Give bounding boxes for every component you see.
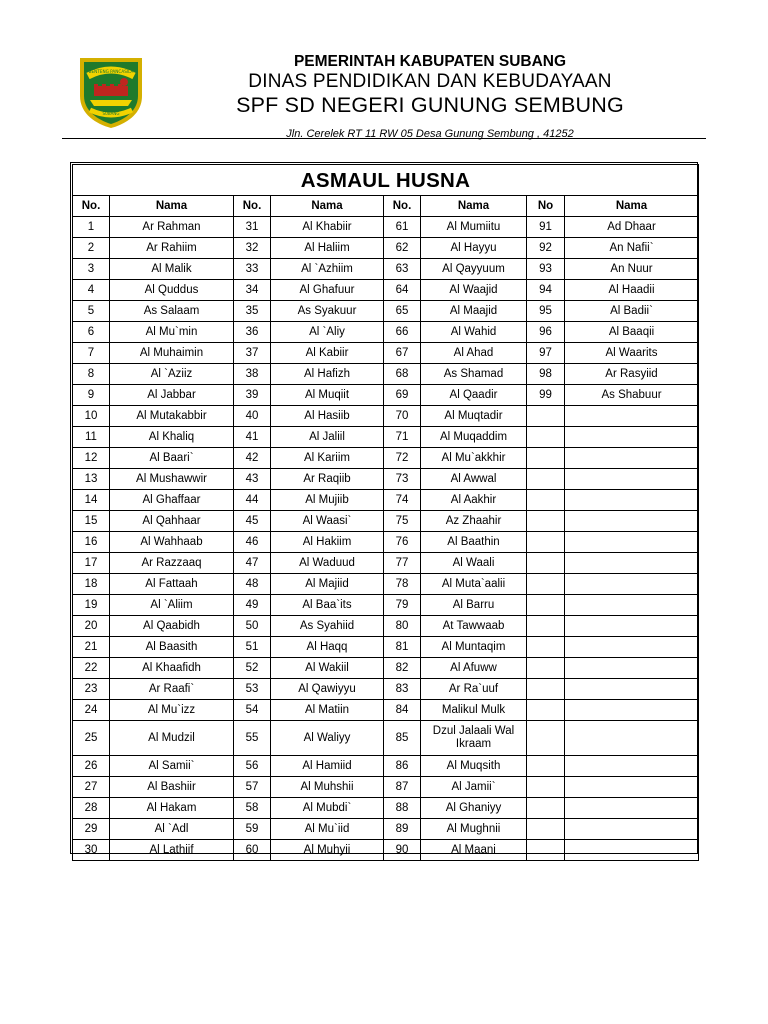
- cell-name: Al Muntaqim: [421, 637, 527, 658]
- cell-name: Al `Aliy: [271, 322, 384, 343]
- cell-number: 87: [384, 777, 421, 798]
- cell-number: [527, 595, 565, 616]
- cell-number: 32: [234, 238, 271, 259]
- table-row: [73, 448, 699, 469]
- emblem-bottom-text: SUBANG: [102, 111, 120, 116]
- cell-name: Al Mu`min: [110, 322, 234, 343]
- cell-name: Al Mu`akkhir: [421, 448, 527, 469]
- cell-number: [527, 637, 565, 658]
- cell-name: Al Ghafuur: [271, 280, 384, 301]
- cell-number: 70: [384, 406, 421, 427]
- cell-number: 14: [73, 490, 110, 511]
- cell-name: Al Jabbar: [110, 385, 234, 406]
- cell-number: [527, 469, 565, 490]
- cell-name: [565, 798, 699, 819]
- cell-name: [565, 840, 699, 861]
- cell-number: 64: [384, 280, 421, 301]
- cell-name: Al Baasith: [110, 637, 234, 658]
- cell-number: [527, 616, 565, 637]
- cell-name: Al Maani: [421, 840, 527, 861]
- cell-name: Al Waali: [421, 553, 527, 574]
- cell-name: Ad Dhaar: [565, 217, 699, 238]
- emblem-ribbon-text: BENTENG PANCASILA: [88, 69, 134, 74]
- cell-number: 42: [234, 448, 271, 469]
- cell-number: 40: [234, 406, 271, 427]
- cell-number: 69: [384, 385, 421, 406]
- cell-name: Al Ahad: [421, 343, 527, 364]
- regency-emblem-icon: [72, 52, 150, 130]
- cell-name: Al Ghaffaar: [110, 490, 234, 511]
- cell-name: Al Jamii`: [421, 777, 527, 798]
- cell-name: Al Matiin: [271, 700, 384, 721]
- cell-name: [565, 756, 699, 777]
- cell-number: [527, 819, 565, 840]
- cell-number: 29: [73, 819, 110, 840]
- table-row: [73, 280, 699, 301]
- cell-number: 84: [384, 700, 421, 721]
- cell-number: 45: [234, 511, 271, 532]
- cell-number: 31: [234, 217, 271, 238]
- cell-number: 59: [234, 819, 271, 840]
- cell-number: 85: [384, 721, 421, 756]
- cell-name: Al `Aziiz: [110, 364, 234, 385]
- cell-number: 82: [384, 658, 421, 679]
- cell-number: 19: [73, 595, 110, 616]
- column-header-no: No.: [234, 196, 271, 217]
- cell-name: An Nafii`: [565, 238, 699, 259]
- cell-name: Al Baaqii: [565, 322, 699, 343]
- cell-name: Al Badii`: [565, 301, 699, 322]
- cell-number: 48: [234, 574, 271, 595]
- cell-name: Al Afuww: [421, 658, 527, 679]
- cell-name: Al Maajid: [421, 301, 527, 322]
- cell-number: 90: [384, 840, 421, 861]
- cell-name: Al Baa`its: [271, 595, 384, 616]
- cell-number: 3: [73, 259, 110, 280]
- cell-name: [565, 819, 699, 840]
- cell-name: Al Qaadir: [421, 385, 527, 406]
- cell-number: 28: [73, 798, 110, 819]
- cell-name: Ar Rasyiid: [565, 364, 699, 385]
- table-row: [73, 616, 699, 637]
- cell-number: 62: [384, 238, 421, 259]
- cell-name: [565, 721, 699, 756]
- cell-number: [527, 532, 565, 553]
- table-row: [73, 238, 699, 259]
- cell-name: Al Mu`izz: [110, 700, 234, 721]
- cell-name: Malikul Mulk: [421, 700, 527, 721]
- cell-name: [565, 637, 699, 658]
- cell-name: [565, 490, 699, 511]
- cell-number: 46: [234, 532, 271, 553]
- cell-number: 18: [73, 574, 110, 595]
- cell-name: [565, 777, 699, 798]
- cell-number: 36: [234, 322, 271, 343]
- cell-name: [565, 469, 699, 490]
- table-row: [73, 798, 699, 819]
- cell-number: 43: [234, 469, 271, 490]
- table-row: [73, 427, 699, 448]
- cell-name: Dzul Jalaali Wal Ikraam: [421, 721, 527, 756]
- cell-number: 10: [73, 406, 110, 427]
- table-row: [73, 756, 699, 777]
- cell-name: Al Awwal: [421, 469, 527, 490]
- cell-name: [565, 511, 699, 532]
- cell-name: Al Wakiil: [271, 658, 384, 679]
- cell-number: 78: [384, 574, 421, 595]
- cell-name: Al Waarits: [565, 343, 699, 364]
- cell-number: [527, 406, 565, 427]
- cell-name: Al Kabiir: [271, 343, 384, 364]
- table-row: [73, 777, 699, 798]
- cell-number: 20: [73, 616, 110, 637]
- cell-number: 53: [234, 679, 271, 700]
- table-row: [73, 511, 699, 532]
- cell-name: [565, 595, 699, 616]
- cell-name: Al Muqiit: [271, 385, 384, 406]
- cell-number: 79: [384, 595, 421, 616]
- cell-name: Al Quddus: [110, 280, 234, 301]
- cell-number: 98: [527, 364, 565, 385]
- cell-number: 4: [73, 280, 110, 301]
- cell-number: 74: [384, 490, 421, 511]
- cell-number: 56: [234, 756, 271, 777]
- cell-name: [565, 700, 699, 721]
- cell-number: [527, 756, 565, 777]
- cell-number: 57: [234, 777, 271, 798]
- cell-name: Ar Raafi`: [110, 679, 234, 700]
- cell-name: As Shabuur: [565, 385, 699, 406]
- cell-name: An Nuur: [565, 259, 699, 280]
- cell-name: [565, 616, 699, 637]
- cell-name: Al Mushawwir: [110, 469, 234, 490]
- cell-name: Al Mubdi`: [271, 798, 384, 819]
- table-row: [73, 532, 699, 553]
- cell-name: Al Qahhaar: [110, 511, 234, 532]
- cell-number: 77: [384, 553, 421, 574]
- cell-name: Al Baathin: [421, 532, 527, 553]
- cell-number: 52: [234, 658, 271, 679]
- cell-number: 15: [73, 511, 110, 532]
- table-row: [73, 700, 699, 721]
- cell-number: 27: [73, 777, 110, 798]
- school-address: Jln. Cerelek RT 11 RW 05 Desa Gunung Sembung , 41252: [286, 128, 574, 140]
- cell-number: 97: [527, 343, 565, 364]
- cell-name: Al Mumiitu: [421, 217, 527, 238]
- cell-number: 94: [527, 280, 565, 301]
- cell-number: 17: [73, 553, 110, 574]
- cell-number: 72: [384, 448, 421, 469]
- cell-name: Al Muqtadir: [421, 406, 527, 427]
- cell-number: 7: [73, 343, 110, 364]
- letterhead: [0, 0, 768, 140]
- cell-number: 21: [73, 637, 110, 658]
- cell-number: 12: [73, 448, 110, 469]
- cell-name: As Syahiid: [271, 616, 384, 637]
- cell-name: Ar Razzaaq: [110, 553, 234, 574]
- cell-name: Al `Azhiim: [271, 259, 384, 280]
- column-header-no: No.: [384, 196, 421, 217]
- cell-number: 44: [234, 490, 271, 511]
- cell-number: 9: [73, 385, 110, 406]
- cell-name: Al Hafizh: [271, 364, 384, 385]
- table-row: [73, 301, 699, 322]
- cell-name: [565, 553, 699, 574]
- table-row: [73, 343, 699, 364]
- cell-name: As Salaam: [110, 301, 234, 322]
- cell-number: 11: [73, 427, 110, 448]
- column-header-nama: Nama: [271, 196, 384, 217]
- cell-number: 22: [73, 658, 110, 679]
- cell-name: Al Mutakabbir: [110, 406, 234, 427]
- cell-name: Ar Ra`uuf: [421, 679, 527, 700]
- cell-name: Al Hayyu: [421, 238, 527, 259]
- cell-name: [565, 679, 699, 700]
- cell-name: Al Hakam: [110, 798, 234, 819]
- table-row: [73, 364, 699, 385]
- cell-number: 65: [384, 301, 421, 322]
- cell-name: Al Khaliq: [110, 427, 234, 448]
- table-row: [73, 679, 699, 700]
- cell-number: 55: [234, 721, 271, 756]
- cell-number: 63: [384, 259, 421, 280]
- table-row: [73, 595, 699, 616]
- letterhead-text: [160, 52, 700, 142]
- cell-name: Al Haqq: [271, 637, 384, 658]
- cell-number: 50: [234, 616, 271, 637]
- cell-name: Al Muta`aalii: [421, 574, 527, 595]
- table-row: [73, 322, 699, 343]
- cell-name: Al Ghaniyy: [421, 798, 527, 819]
- table-row: [73, 574, 699, 595]
- cell-number: 96: [527, 322, 565, 343]
- cell-name: [565, 406, 699, 427]
- cell-name: Ar Raqiib: [271, 469, 384, 490]
- cell-name: Al Muhaimin: [110, 343, 234, 364]
- cell-number: 13: [73, 469, 110, 490]
- cell-number: [527, 777, 565, 798]
- cell-name: Al Bashiir: [110, 777, 234, 798]
- column-header-no: No.: [73, 196, 110, 217]
- department-name: DINAS PENDIDIKAN DAN KEBUDAYAAN: [248, 71, 612, 92]
- cell-number: 58: [234, 798, 271, 819]
- cell-name: Az Zhaahir: [421, 511, 527, 532]
- cell-name: Al Malik: [110, 259, 234, 280]
- cell-number: 6: [73, 322, 110, 343]
- table-row: [73, 637, 699, 658]
- cell-name: Al Muqsith: [421, 756, 527, 777]
- cell-number: 25: [73, 721, 110, 756]
- cell-name: Ar Rahiim: [110, 238, 234, 259]
- cell-number: 37: [234, 343, 271, 364]
- cell-name: Al Mu`iid: [271, 819, 384, 840]
- cell-name: Al Haadii: [565, 280, 699, 301]
- cell-number: [527, 658, 565, 679]
- cell-number: 39: [234, 385, 271, 406]
- cell-name: Al Hasiib: [271, 406, 384, 427]
- cell-name: Al Fattaah: [110, 574, 234, 595]
- cell-number: 33: [234, 259, 271, 280]
- cell-number: 2: [73, 238, 110, 259]
- cell-name: Al Muhshii: [271, 777, 384, 798]
- cell-number: 38: [234, 364, 271, 385]
- cell-name: Al Waduud: [271, 553, 384, 574]
- table-row: [73, 217, 699, 238]
- cell-name: Ar Rahman: [110, 217, 234, 238]
- cell-number: [527, 574, 565, 595]
- cell-name: Al Samii`: [110, 756, 234, 777]
- cell-number: 71: [384, 427, 421, 448]
- cell-number: 76: [384, 532, 421, 553]
- cell-number: 41: [234, 427, 271, 448]
- table-title-row: [73, 165, 699, 196]
- cell-number: 88: [384, 798, 421, 819]
- table-row: [73, 840, 699, 861]
- cell-number: 5: [73, 301, 110, 322]
- cell-number: 83: [384, 679, 421, 700]
- table-row: [73, 721, 699, 756]
- cell-number: 60: [234, 840, 271, 861]
- cell-name: Al Khabiir: [271, 217, 384, 238]
- cell-name: Al `Adl: [110, 819, 234, 840]
- cell-name: [565, 427, 699, 448]
- cell-number: 91: [527, 217, 565, 238]
- cell-name: [565, 532, 699, 553]
- asmaul-husna-table: [72, 164, 699, 861]
- cell-name: [565, 448, 699, 469]
- table-row: [73, 658, 699, 679]
- cell-name: Al Barru: [421, 595, 527, 616]
- cell-number: 24: [73, 700, 110, 721]
- table-title: ASMAUL HUSNA: [73, 165, 699, 196]
- cell-name: Al Kariim: [271, 448, 384, 469]
- cell-number: 34: [234, 280, 271, 301]
- table-row: [73, 406, 699, 427]
- cell-number: [527, 798, 565, 819]
- column-header-nama: Nama: [421, 196, 527, 217]
- table-header-row: [73, 196, 699, 217]
- cell-number: [527, 448, 565, 469]
- cell-number: 93: [527, 259, 565, 280]
- cell-name: Al Majiid: [271, 574, 384, 595]
- cell-name: Al Qawiyyu: [271, 679, 384, 700]
- cell-number: 51: [234, 637, 271, 658]
- table-row: [73, 259, 699, 280]
- cell-number: 86: [384, 756, 421, 777]
- cell-number: [527, 840, 565, 861]
- cell-name: Al `Aliim: [110, 595, 234, 616]
- cell-number: 89: [384, 819, 421, 840]
- cell-number: [527, 679, 565, 700]
- cell-name: Al Muhyii: [271, 840, 384, 861]
- column-header-no: No: [527, 196, 565, 217]
- cell-number: 68: [384, 364, 421, 385]
- cell-name: Al Muqaddim: [421, 427, 527, 448]
- table-row: [73, 490, 699, 511]
- cell-number: 49: [234, 595, 271, 616]
- cell-name: [565, 574, 699, 595]
- cell-number: 26: [73, 756, 110, 777]
- cell-name: Al Waasi`: [271, 511, 384, 532]
- cell-number: 73: [384, 469, 421, 490]
- cell-name: Al Haliim: [271, 238, 384, 259]
- cell-name: Al Hamiid: [271, 756, 384, 777]
- cell-number: 54: [234, 700, 271, 721]
- column-header-nama: Nama: [565, 196, 699, 217]
- cell-name: Al Baari`: [110, 448, 234, 469]
- cell-name: As Shamad: [421, 364, 527, 385]
- cell-number: [527, 553, 565, 574]
- cell-number: 30: [73, 840, 110, 861]
- cell-number: 23: [73, 679, 110, 700]
- cell-name: Al Khaafidh: [110, 658, 234, 679]
- cell-name: [565, 658, 699, 679]
- cell-name: At Tawwaab: [421, 616, 527, 637]
- cell-number: 1: [73, 217, 110, 238]
- cell-name: As Syakuur: [271, 301, 384, 322]
- school-name: SPF SD NEGERI GUNUNG SEMBUNG: [236, 93, 624, 117]
- cell-number: 81: [384, 637, 421, 658]
- table-row: [73, 469, 699, 490]
- cell-number: [527, 700, 565, 721]
- cell-name: Al Mughnii: [421, 819, 527, 840]
- cell-name: Al Jaliil: [271, 427, 384, 448]
- cell-name: Al Wahhaab: [110, 532, 234, 553]
- cell-number: 67: [384, 343, 421, 364]
- cell-number: 75: [384, 511, 421, 532]
- cell-number: 66: [384, 322, 421, 343]
- cell-name: Al Mudzil: [110, 721, 234, 756]
- cell-number: 99: [527, 385, 565, 406]
- cell-number: 16: [73, 532, 110, 553]
- table-row: [73, 553, 699, 574]
- table-row: [73, 819, 699, 840]
- cell-number: 92: [527, 238, 565, 259]
- cell-number: 47: [234, 553, 271, 574]
- cell-name: Al Aakhir: [421, 490, 527, 511]
- cell-name: Al Wahid: [421, 322, 527, 343]
- cell-number: 35: [234, 301, 271, 322]
- cell-name: Al Waliyy: [271, 721, 384, 756]
- letterhead-divider: [62, 138, 706, 139]
- cell-name: Al Lathiif: [110, 840, 234, 861]
- cell-number: 80: [384, 616, 421, 637]
- cell-number: [527, 511, 565, 532]
- cell-number: [527, 721, 565, 756]
- cell-number: [527, 490, 565, 511]
- cell-number: 95: [527, 301, 565, 322]
- cell-name: Al Mujiib: [271, 490, 384, 511]
- column-header-nama: Nama: [110, 196, 234, 217]
- cell-name: Al Hakiim: [271, 532, 384, 553]
- cell-number: 8: [73, 364, 110, 385]
- government-name: PEMERINTAH KABUPATEN SUBANG: [293, 53, 567, 70]
- cell-name: Al Waajid: [421, 280, 527, 301]
- table-body: [73, 217, 699, 861]
- cell-number: 61: [384, 217, 421, 238]
- table-row: [73, 385, 699, 406]
- cell-name: Al Qayyuum: [421, 259, 527, 280]
- cell-name: Al Qaabidh: [110, 616, 234, 637]
- cell-number: [527, 427, 565, 448]
